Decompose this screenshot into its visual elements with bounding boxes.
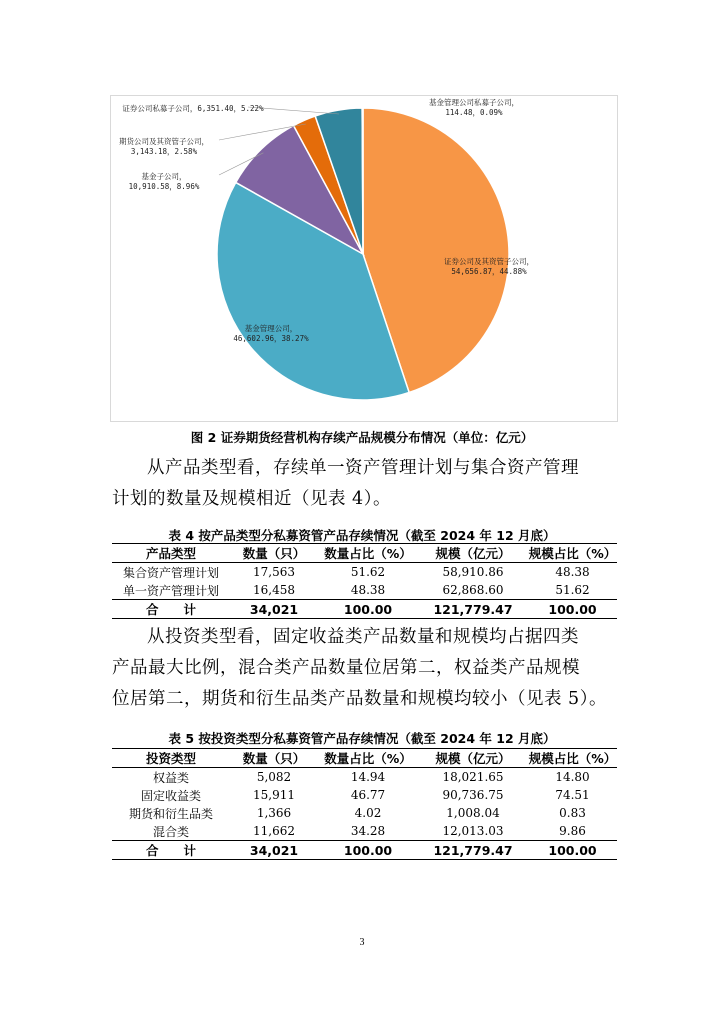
table-row	[112, 563, 617, 582]
col-header: 数量（只）	[230, 749, 318, 768]
pie-label-value: 46,602.96，38.27%	[233, 334, 309, 343]
col-header: 规模占比（%）	[528, 749, 617, 768]
cell: 46.77	[350, 788, 386, 802]
cell: 34,021	[230, 841, 318, 860]
cell: 62,868.60	[442, 583, 504, 597]
table-row	[112, 804, 617, 822]
pie-label-value: 54,656.87，44.88%	[451, 267, 527, 276]
cell: 14.94	[350, 770, 386, 784]
pie-label-value: 10,910.58，8.96%	[128, 182, 200, 191]
col-header: 规模（亿元）	[418, 544, 528, 563]
cell: 9.86	[559, 824, 586, 838]
col-header: 规模（亿元）	[418, 749, 528, 768]
paragraph-investment-type	[112, 622, 617, 715]
cell: 5,082	[256, 770, 292, 784]
paragraph-line: 从投资类型看，固定收益类产品数量和规模均占据四类	[147, 627, 579, 647]
col-header: 产品类型	[112, 544, 230, 563]
table-row	[112, 768, 617, 787]
cell: 单一资产管理计划	[122, 583, 219, 598]
pie-label-name: 基金子公司，	[141, 172, 187, 181]
table-total-row	[112, 600, 617, 619]
cell: 100.00	[318, 841, 418, 860]
cell: 集合资产管理计划	[122, 565, 219, 580]
cell: 11,662	[253, 824, 295, 838]
cell: 58,910.86	[442, 565, 504, 579]
cell: 1,366	[256, 806, 292, 820]
pie-label-name: 基金管理公司，	[244, 324, 298, 333]
paragraph-line: 计划的数量及规模相近（见表 4）。	[112, 489, 391, 509]
pie-label: 证券公司私募子公司，6,351.40，5.22%	[122, 104, 264, 113]
cell: 100.00	[528, 841, 617, 860]
table-total-row	[112, 841, 617, 860]
pie-chart	[111, 96, 617, 421]
cell: 121,779.47	[418, 600, 528, 619]
pie-label-name: 证券公司及其资管子公司，	[444, 257, 534, 266]
cell: 16,458	[253, 583, 295, 597]
cell: 12,013.03	[442, 824, 504, 838]
cell: 100.00	[318, 600, 418, 619]
col-header: 数量占比（%）	[318, 749, 418, 768]
pie-slice	[362, 108, 363, 254]
cell: 51.62	[555, 583, 590, 597]
cell: 90,736.75	[442, 788, 504, 802]
cell: 18,021.65	[442, 770, 504, 784]
cell: 4.02	[354, 806, 382, 820]
cell: 100.00	[528, 600, 617, 619]
cell: 期货和衍生品类	[128, 806, 213, 821]
figure-caption: 图 2 证券期货经营机构存续产品规模分布情况（单位：亿元）	[190, 430, 534, 445]
col-header: 数量（只）	[230, 544, 318, 563]
cell: 合 计	[112, 600, 230, 619]
cell: 1,008.04	[446, 806, 500, 820]
pie-label-name: 期货公司及其资管子公司，	[119, 137, 209, 146]
paragraph-line: 位居第二，期货和衍生品类产品数量和规模均较小（见表 5）。	[112, 689, 607, 709]
table5-caption: 表 5 按投资类型分私募资管产品存续情况（截至 2024 年 12 月底）	[168, 731, 556, 746]
cell: 48.38	[555, 565, 590, 579]
pie-chart-container	[110, 95, 618, 422]
paragraph-product-type	[112, 453, 617, 515]
cell: 15,911	[253, 788, 295, 802]
pie-label-name: 基金管理公司私募子公司，	[429, 98, 519, 107]
table5	[112, 748, 617, 860]
col-header: 数量占比（%）	[318, 544, 418, 563]
cell: 74.51	[555, 788, 590, 802]
cell: 34.28	[350, 824, 386, 838]
table4	[112, 543, 617, 619]
paragraph-line: 产品最大比例，混合类产品数量位居第二，权益类产品规模	[112, 658, 580, 678]
cell: 合 计	[112, 841, 230, 860]
col-header: 规模占比（%）	[528, 544, 617, 563]
cell: 17,563	[253, 565, 295, 579]
cell: 51.62	[350, 565, 386, 579]
pie-label-value: 3,143.18，2.58%	[130, 147, 198, 156]
page-number: 3	[359, 937, 365, 948]
table-row	[112, 581, 617, 600]
table4-caption: 表 4 按产品类型分私募资管产品存续情况（截至 2024 年 12 月底）	[168, 528, 556, 543]
cell: 14.80	[555, 770, 590, 784]
cell: 48.38	[350, 583, 386, 597]
cell: 34,021	[230, 600, 318, 619]
pie-label-value: 114.48，0.09%	[445, 108, 503, 117]
cell: 混合类	[152, 824, 189, 839]
paragraph-line: 从产品类型看，存续单一资产管理计划与集合资产管理	[147, 458, 579, 478]
cell: 0.83	[559, 806, 586, 820]
cell: 权益类	[152, 770, 189, 785]
cell: 固定收益类	[140, 788, 201, 803]
table-header-row	[112, 749, 617, 768]
cell: 121,779.47	[418, 841, 528, 860]
table-row	[112, 786, 617, 804]
table-row	[112, 822, 617, 841]
table-header-row	[112, 544, 617, 563]
col-header: 投资类型	[112, 749, 230, 768]
